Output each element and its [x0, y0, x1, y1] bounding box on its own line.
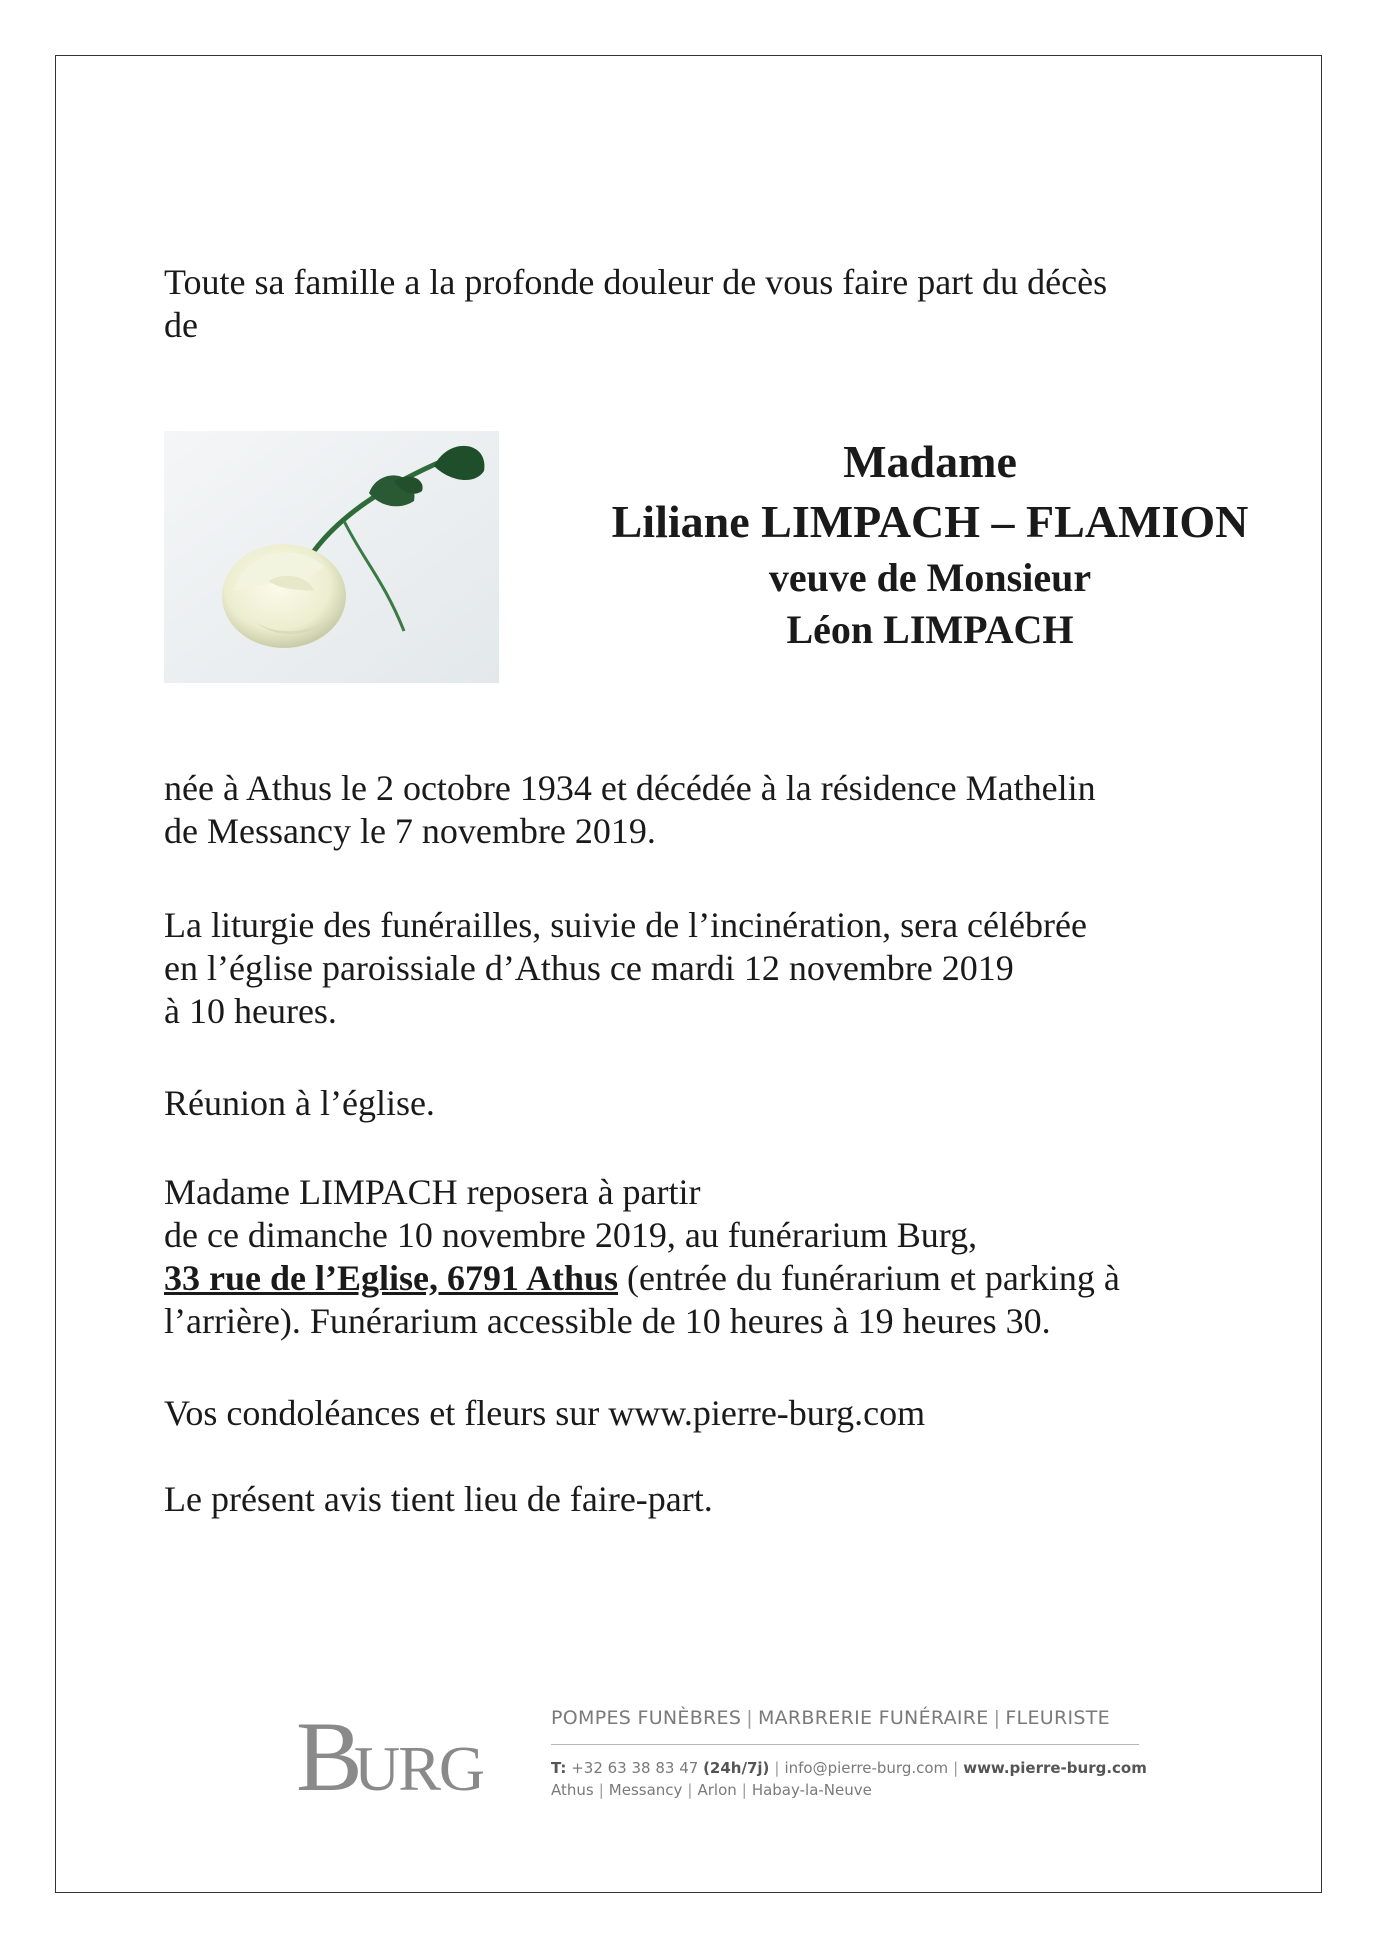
phone-hours: (24h/7j) — [703, 1759, 770, 1777]
footer-info — [551, 1706, 1147, 1801]
birth-death-paragraph — [164, 767, 1096, 853]
contact-line: T: +32 63 38 83 47 (24h/7j) | info@pierre-burg.com | www.pierre-burg.com — [551, 1759, 1147, 1777]
location-athus: Athus — [551, 1781, 594, 1799]
birth-line-1: née à Athus le 2 octobre 1934 et décédée à la résidence Mathelin — [164, 768, 1096, 808]
website-link[interactable]: www.pierre-burg.com — [963, 1759, 1147, 1777]
visitation-line-4: l’arrière). Funérarium accessible de 10 heures à 19 heures 30. — [164, 1301, 1051, 1341]
white-rose-image — [164, 431, 499, 683]
visitation-line-1: Madame LIMPACH reposera à partir — [164, 1172, 701, 1212]
deceased-title: Madame — [843, 436, 1017, 487]
footer-divider — [551, 1744, 1139, 1745]
services-line: POMPES FUNÈBRES | MARBRERIE FUNÉRAIRE | FLEURISTE — [551, 1707, 1110, 1729]
birth-line-2: de Messancy le 7 novembre 2019. — [164, 811, 656, 851]
deceased-full-name: Liliane LIMPACH – FLAMION — [611, 496, 1249, 547]
liturgy-line-2: en l’église paroissiale d’Athus ce mardi 12 novembre 2019 — [164, 948, 1014, 988]
intro-line-1: Toute sa famille a la profonde douleur de vous faire part du décès — [164, 262, 1108, 302]
service-funeral: POMPES FUNÈBRES — [551, 1707, 742, 1729]
burg-logo-letter: B — [296, 1708, 357, 1798]
condolences-line: Vos condoléances et fleurs sur www.pierre-burg.com — [164, 1393, 926, 1433]
intro-paragraph — [164, 261, 1224, 347]
widow-of-label: veuve de Monsieur — [768, 555, 1092, 600]
service-marble: MARBRERIE FUNÉRAIRE — [757, 1707, 989, 1729]
notice-paragraph — [164, 1478, 713, 1521]
locations-line: Athus | Messancy | Arlon | Habay-la-Neuve — [551, 1781, 872, 1799]
visitation-paragraph — [164, 1171, 1244, 1343]
phone-label: T: — [551, 1759, 567, 1777]
service-florist: FLEURISTE — [1005, 1707, 1110, 1729]
burg-logo — [296, 1708, 496, 1798]
spouse-name: Léon LIMPACH — [786, 607, 1074, 652]
condolences-paragraph — [164, 1392, 925, 1435]
meeting-paragraph — [164, 1082, 435, 1125]
location-messancy: Messancy — [608, 1781, 683, 1799]
email-link[interactable]: info@pierre-burg.com — [784, 1759, 949, 1777]
visitation-line-2: de ce dimanche 10 novembre 2019, au funérarium Burg, — [164, 1215, 978, 1255]
funerarium-address: 33 rue de l’Eglise, 6791 Athus — [164, 1258, 619, 1298]
meeting-line: Réunion à l’église. — [164, 1083, 435, 1123]
burg-logo-rest: URG — [354, 1733, 484, 1798]
location-habay: Habay-la-Neuve — [751, 1781, 872, 1799]
visitation-line-3 — [164, 1257, 1244, 1300]
phone-number: +32 63 38 83 47 — [571, 1759, 699, 1777]
visitation-line-3-rest: (entrée du funérarium et parking à — [618, 1258, 1120, 1298]
location-arlon: Arlon — [697, 1781, 737, 1799]
liturgy-paragraph — [164, 904, 1087, 1033]
notice-line: Le présent avis tient lieu de faire-part. — [164, 1479, 713, 1519]
liturgy-line-3: à 10 heures. — [164, 991, 337, 1031]
deceased-name-block — [555, 432, 1305, 656]
liturgy-line-1: La liturgie des funérailles, suivie de l’incinération, sera célébrée — [164, 905, 1087, 945]
intro-line-2: de — [164, 305, 198, 345]
